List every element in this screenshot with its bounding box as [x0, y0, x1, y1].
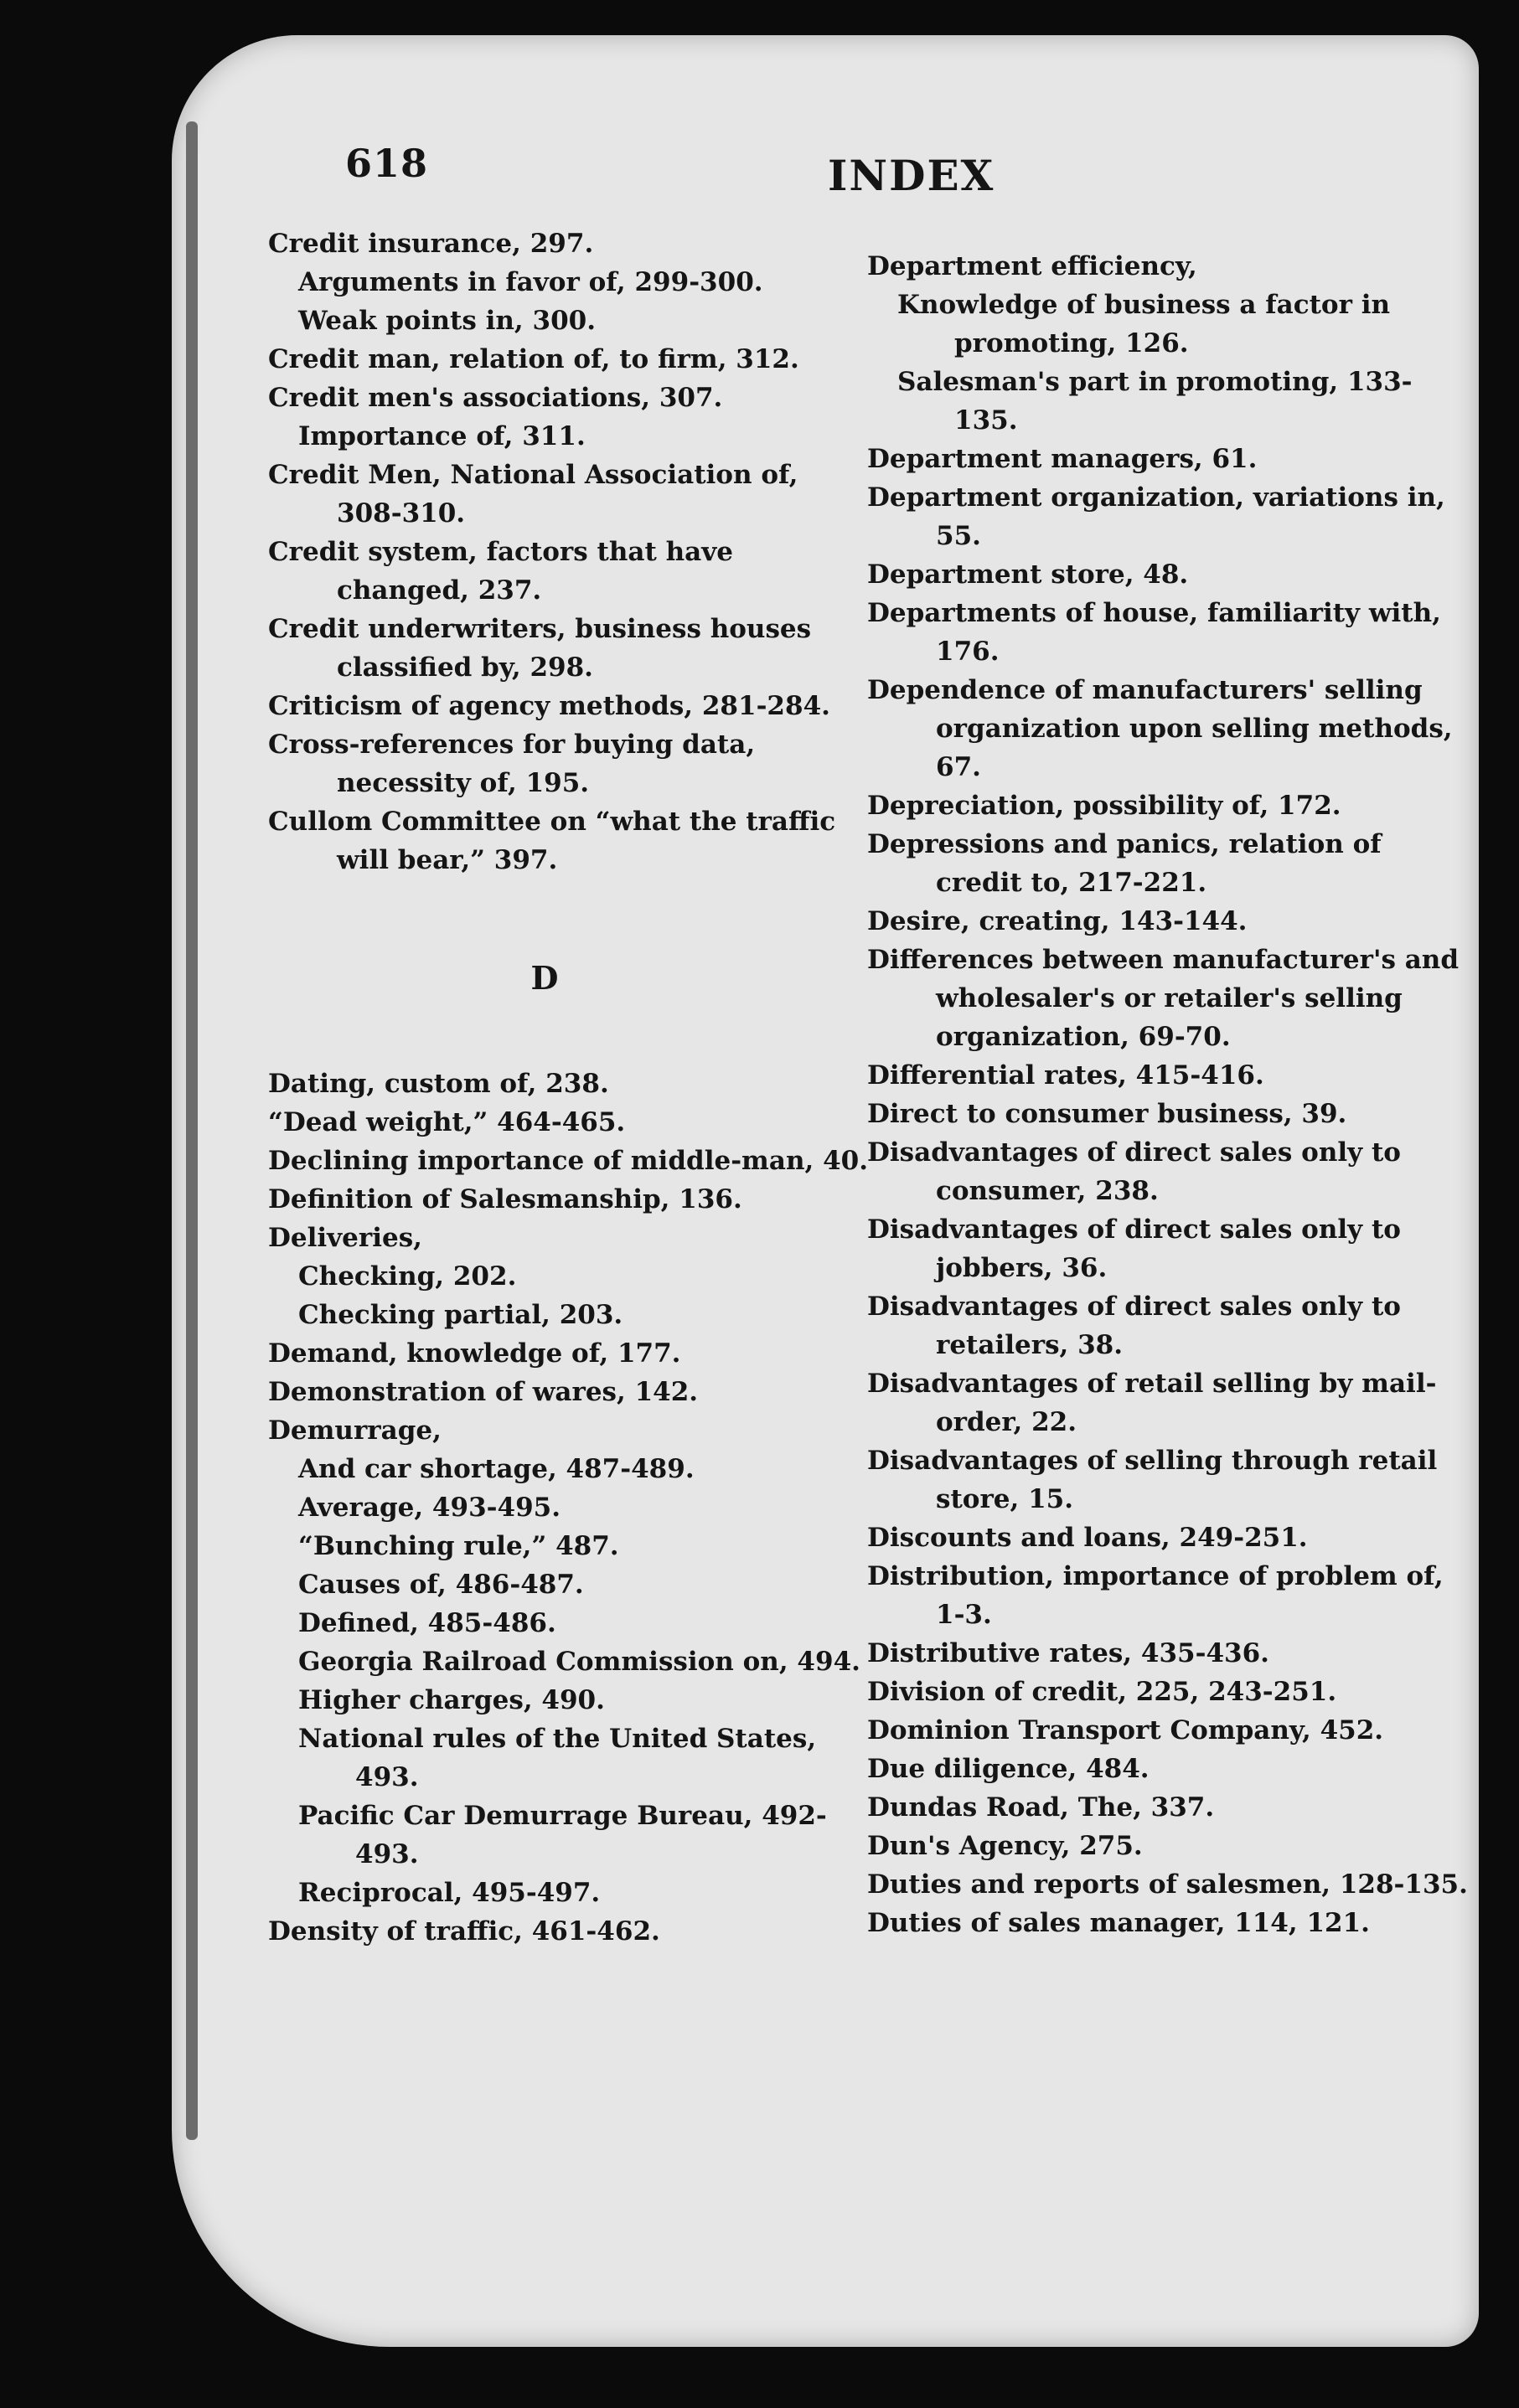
- index-entry: Depressions and panics, relation of credit to, 217-221.: [867, 829, 1382, 898]
- index-entry: Criticism of agency methods, 281-284.: [268, 691, 830, 721]
- index-subentry: Higher charges, 490.: [298, 1685, 605, 1715]
- index-entry: Cross-references for buying data, necessity of, 195.: [268, 730, 756, 798]
- index-entry: Division of credit, 225, 243-251.: [867, 1677, 1337, 1707]
- index-entry: Disadvantages of direct sales only to retailers, 38.: [867, 1292, 1401, 1360]
- index-entry: Departments of house, familiarity with, 176.: [867, 598, 1441, 667]
- index-entry: Dun's Agency, 275.: [867, 1831, 1143, 1861]
- index-subentry: And car shortage, 487-489.: [298, 1454, 695, 1484]
- index-subentry: Reciprocal, 495-497.: [298, 1878, 601, 1908]
- index-entry: Disadvantages of direct sales only to jobbers, 36.: [867, 1214, 1401, 1283]
- index-entry: Credit Men, National Association of, 308-310.: [268, 460, 798, 529]
- index-subentry: Salesman's part in promoting, 133-135.: [897, 367, 1413, 436]
- index-subentry: National rules of the United States, 493.: [298, 1724, 817, 1792]
- index-entry: Department store, 48.: [867, 559, 1189, 590]
- index-subentry: Weak points in, 300.: [298, 306, 597, 336]
- index-entry: Demonstration of wares, 142.: [268, 1377, 699, 1407]
- index-entry: Credit underwriters, business houses classified by, 298.: [268, 614, 812, 683]
- index-entry: Dependence of manufacturers' selling organization upon selling methods, 67.: [867, 675, 1453, 782]
- index-entry: Discounts and loans, 249-251.: [867, 1523, 1308, 1553]
- index-entry: “Dead weight,” 464-465.: [268, 1107, 626, 1137]
- index-entry: Credit man, relation of, to firm, 312.: [268, 344, 799, 374]
- index-entry: Duties of sales manager, 114, 121.: [867, 1908, 1370, 1938]
- index-entry: Definition of Salesmanship, 136.: [268, 1184, 742, 1214]
- index-entry: Dominion Transport Company, 452.: [867, 1715, 1384, 1745]
- index-column-right: [867, 247, 1470, 1942]
- index-entry: Department efficiency,: [867, 251, 1197, 281]
- index-entry: Credit system, factors that have changed, 237.: [268, 537, 733, 606]
- page-edge: [186, 121, 198, 2140]
- index-entry: Deliveries,: [268, 1223, 422, 1253]
- index-subentry: Arguments in favor of, 299-300.: [298, 267, 763, 297]
- index-entry: Department organization, variations in, 55.: [867, 482, 1445, 551]
- index-entry: Demurrage,: [268, 1415, 442, 1446]
- index-entry: Depreciation, possibility of, 172.: [867, 791, 1341, 821]
- index-entry: Desire, creating, 143-144.: [867, 906, 1248, 936]
- index-entry: Direct to consumer business, 39.: [867, 1099, 1347, 1129]
- index-entry: Credit men's associations, 307.: [268, 383, 723, 413]
- index-subentry: Defined, 485-486.: [298, 1608, 556, 1638]
- index-entry: Duties and reports of salesmen, 128-135.: [867, 1869, 1468, 1900]
- index-subentry: Georgia Railroad Commission on, 494.: [298, 1647, 860, 1677]
- index-entry: Differences between manufacturer's and wholesaler's or retailer's selling organization, 69-70.: [867, 945, 1459, 1052]
- section-letter: D: [530, 959, 559, 997]
- index-subentry: Checking, 202.: [298, 1261, 517, 1292]
- index-entry: Disadvantages of direct sales only to consumer, 238.: [867, 1137, 1401, 1206]
- index-entry: Distributive rates, 435-436.: [867, 1638, 1269, 1668]
- index-subentry: Checking partial, 203.: [298, 1300, 623, 1330]
- index-entry: Due diligence, 484.: [867, 1754, 1150, 1784]
- index-subentry: Knowledge of business a factor in promoting, 126.: [897, 290, 1391, 358]
- index-column-left: [268, 224, 871, 1951]
- index-entry: Differential rates, 415-416.: [867, 1060, 1264, 1091]
- index-entry: Distribution, importance of problem of, 1-3.: [867, 1561, 1444, 1630]
- index-entry: Density of traffic, 461-462.: [268, 1916, 660, 1947]
- page-header: INDEX: [828, 151, 995, 200]
- index-entry: Disadvantages of selling through retail store, 15.: [867, 1446, 1438, 1514]
- index-entry: Demand, knowledge of, 177.: [268, 1338, 681, 1369]
- index-entry: Disadvantages of retail selling by mail-order, 22.: [867, 1369, 1437, 1437]
- index-subentry: “Bunching rule,” 487.: [298, 1531, 619, 1561]
- index-entry: Dundas Road, The, 337.: [867, 1792, 1215, 1823]
- index-entry: Declining importance of middle-man, 40.: [268, 1146, 868, 1176]
- index-subentry: Importance of, 311.: [298, 421, 586, 451]
- index-subentry: Average, 493-495.: [298, 1493, 561, 1523]
- index-subentry: Causes of, 486-487.: [298, 1570, 584, 1600]
- page-number: 618: [345, 141, 429, 186]
- index-entry: Department managers, 61.: [867, 444, 1258, 474]
- index-entry: Dating, custom of, 238.: [268, 1069, 609, 1099]
- index-entry: Credit insurance, 297.: [268, 229, 594, 259]
- index-entry: Cullom Committee on “what the traffic will bear,” 397.: [268, 807, 836, 875]
- index-subentry: Pacific Car Demurrage Bureau, 492-493.: [298, 1801, 827, 1869]
